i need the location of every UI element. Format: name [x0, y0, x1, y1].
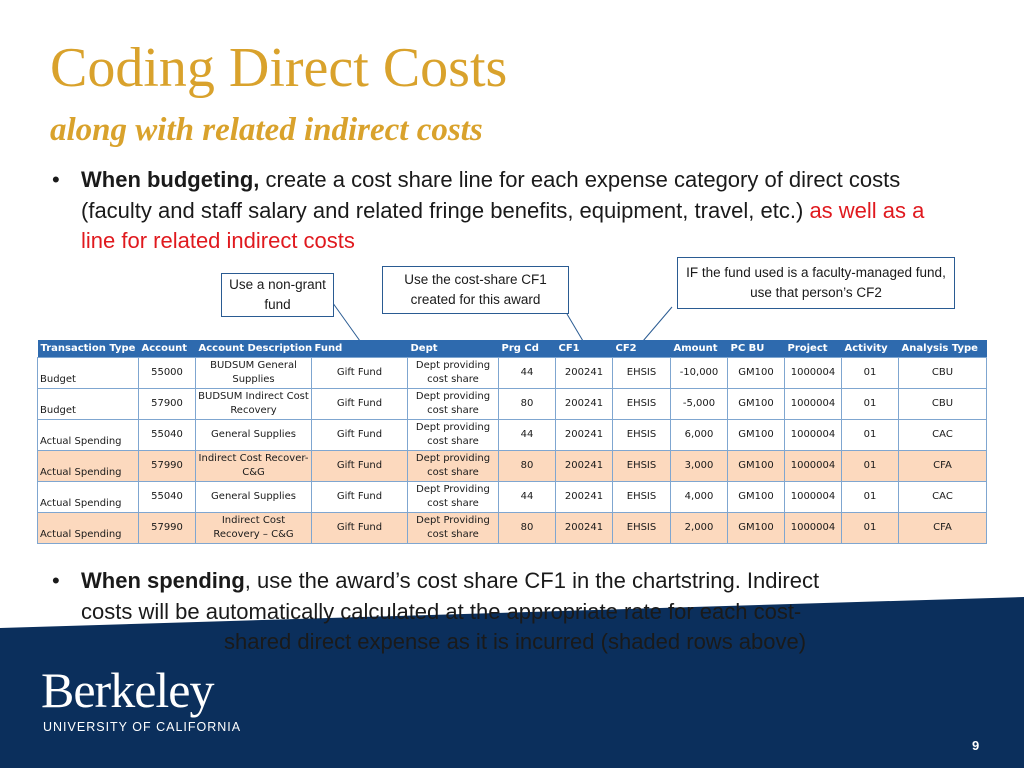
cell-amount: 4,000	[671, 482, 728, 513]
cell-cf1: 200241	[556, 389, 613, 420]
cell-prg-cd: 44	[499, 420, 556, 451]
cell-activity: 01	[842, 420, 899, 451]
cell-project: 1000004	[785, 482, 842, 513]
berkeley-logo: Berkeley	[41, 662, 214, 718]
col-amount: Amount	[671, 340, 728, 358]
cell-cf2: EHSIS	[613, 482, 671, 513]
cell-prg-cd: 80	[499, 513, 556, 544]
cell-project: 1000004	[785, 420, 842, 451]
cell-amount: 6,000	[671, 420, 728, 451]
bullet-spending	[50, 566, 930, 658]
cell-analysis-type: CAC	[899, 420, 987, 451]
cell-dept: Dept providing cost share	[408, 389, 499, 420]
col-dept: Dept	[408, 340, 499, 358]
cell-activity: 01	[842, 389, 899, 420]
cell-account-description: General Supplies	[196, 420, 312, 451]
connector-cf1	[567, 314, 583, 341]
page-title: Coding Direct Costs	[50, 37, 508, 99]
bullet-dot: •	[52, 167, 60, 192]
col-transaction-type: Transaction Type	[38, 340, 139, 358]
cell-account-description: General Supplies	[196, 482, 312, 513]
cell-analysis-type: CBU	[899, 358, 987, 389]
cell-cf1: 200241	[556, 482, 613, 513]
cell-dept: Dept providing cost share	[408, 420, 499, 451]
col-project: Project	[785, 340, 842, 358]
cost-coding-table	[37, 340, 987, 544]
cell-project: 1000004	[785, 513, 842, 544]
cell-cf1: 200241	[556, 420, 613, 451]
cell-transaction-type: Actual Spending	[38, 513, 139, 544]
cell-prg-cd: 44	[499, 482, 556, 513]
cell-fund: Gift Fund	[312, 482, 408, 513]
cell-cf1: 200241	[556, 513, 613, 544]
cell-account: 57990	[139, 513, 196, 544]
callout-faculty-fund: IF the fund used is a faculty-managed fund, use that person’s CF2	[677, 257, 955, 309]
cell-analysis-type: CFA	[899, 513, 987, 544]
bullet-spending-line1: , use the award’s cost share CF1 in the chartstring. Indirect	[244, 568, 820, 593]
cell-pc-bu: GM100	[728, 513, 785, 544]
cell-prg-cd: 44	[499, 358, 556, 389]
connector-faculty	[643, 307, 672, 341]
cell-account-description: BUDSUM General Supplies	[196, 358, 312, 389]
cell-pc-bu: GM100	[728, 482, 785, 513]
cell-cf1: 200241	[556, 358, 613, 389]
cell-amount: 2,000	[671, 513, 728, 544]
bullet-spending-line3: shared direct expense as it is incurred (shaded rows above)	[224, 629, 807, 654]
cell-project: 1000004	[785, 358, 842, 389]
page-number: 9	[972, 738, 980, 753]
cell-amount: 3,000	[671, 451, 728, 482]
cell-project: 1000004	[785, 389, 842, 420]
cell-account-description: Indirect Cost Recover-C&G	[196, 451, 312, 482]
col-account: Account	[139, 340, 196, 358]
table-row	[38, 451, 987, 482]
table-row	[38, 513, 987, 544]
table-row	[38, 358, 987, 389]
col-activity: Activity	[842, 340, 899, 358]
cell-fund: Gift Fund	[312, 513, 408, 544]
callout-non-grant: Use a non-grant fund	[221, 273, 334, 317]
col-account-description: Account Description	[196, 340, 312, 358]
cell-dept: Dept Providing cost share	[408, 513, 499, 544]
cell-transaction-type: Actual Spending	[38, 482, 139, 513]
table-header-row	[38, 340, 987, 358]
col-pc-bu: PC BU	[728, 340, 785, 358]
cell-transaction-type: Budget	[38, 358, 139, 389]
cell-account: 57900	[139, 389, 196, 420]
bullet-budgeting-bold: When budgeting,	[81, 167, 260, 192]
bullet-dot: •	[52, 568, 60, 593]
cell-prg-cd: 80	[499, 389, 556, 420]
cell-fund: Gift Fund	[312, 358, 408, 389]
cell-account: 55040	[139, 482, 196, 513]
page-subtitle: along with related indirect costs	[50, 112, 483, 148]
cell-account-description: BUDSUM Indirect Cost Recovery	[196, 389, 312, 420]
bullet-budgeting-text: create a cost share line for each expense category of direct costs (faculty and staff salary and related fringe benefits, equipment, travel, etc.)	[81, 167, 901, 223]
callout-cf1: Use the cost-share CF1 created for this award	[382, 266, 569, 314]
cell-fund: Gift Fund	[312, 389, 408, 420]
cell-activity: 01	[842, 451, 899, 482]
cell-cf2: EHSIS	[613, 358, 671, 389]
cell-dept: Dept providing cost share	[408, 358, 499, 389]
cell-account: 57990	[139, 451, 196, 482]
bullet-budgeting-red: as well as a line for related indirect costs	[81, 197, 925, 253]
table-row	[38, 482, 987, 513]
cell-dept: Dept providing cost share	[408, 451, 499, 482]
cell-transaction-type: Budget	[38, 389, 139, 420]
cell-cf1: 200241	[556, 451, 613, 482]
cell-cf2: EHSIS	[613, 513, 671, 544]
cell-amount: -10,000	[671, 358, 728, 389]
cell-fund: Gift Fund	[312, 420, 408, 451]
cell-cf2: EHSIS	[613, 420, 671, 451]
cell-amount: -5,000	[671, 389, 728, 420]
university-name: UNIVERSITY OF CALIFORNIA	[43, 720, 242, 734]
table-body	[38, 358, 987, 544]
cell-activity: 01	[842, 358, 899, 389]
col-cf2: CF2	[613, 340, 671, 358]
cell-activity: 01	[842, 482, 899, 513]
cell-prg-cd: 80	[499, 451, 556, 482]
cell-analysis-type: CFA	[899, 451, 987, 482]
cell-account-description: Indirect Cost Recovery – C&G	[196, 513, 312, 544]
table-row	[38, 389, 987, 420]
bullet-spending-bold: When spending	[81, 568, 245, 593]
col-analysis-type: Analysis Type	[899, 340, 987, 358]
cell-pc-bu: GM100	[728, 451, 785, 482]
cell-pc-bu: GM100	[728, 358, 785, 389]
col-fund: Fund	[312, 340, 408, 358]
col-cf1: CF1	[556, 340, 613, 358]
cell-transaction-type: Actual Spending	[38, 451, 139, 482]
cell-project: 1000004	[785, 451, 842, 482]
cell-fund: Gift Fund	[312, 451, 408, 482]
cell-pc-bu: GM100	[728, 420, 785, 451]
cell-dept: Dept Providing cost share	[408, 482, 499, 513]
cell-cf2: EHSIS	[613, 451, 671, 482]
cell-pc-bu: GM100	[728, 389, 785, 420]
cell-analysis-type: CAC	[899, 482, 987, 513]
cell-cf2: EHSIS	[613, 389, 671, 420]
cell-activity: 01	[842, 513, 899, 544]
bullet-spending-line2: costs will be automatically calculated at the appropriate rate for each cost-	[81, 598, 802, 624]
cell-transaction-type: Actual Spending	[38, 420, 139, 451]
cell-account: 55040	[139, 420, 196, 451]
col-prg-cd: Prg Cd	[499, 340, 556, 358]
table-row	[38, 420, 987, 451]
cell-account: 55000	[139, 358, 196, 389]
cell-analysis-type: CBU	[899, 389, 987, 420]
